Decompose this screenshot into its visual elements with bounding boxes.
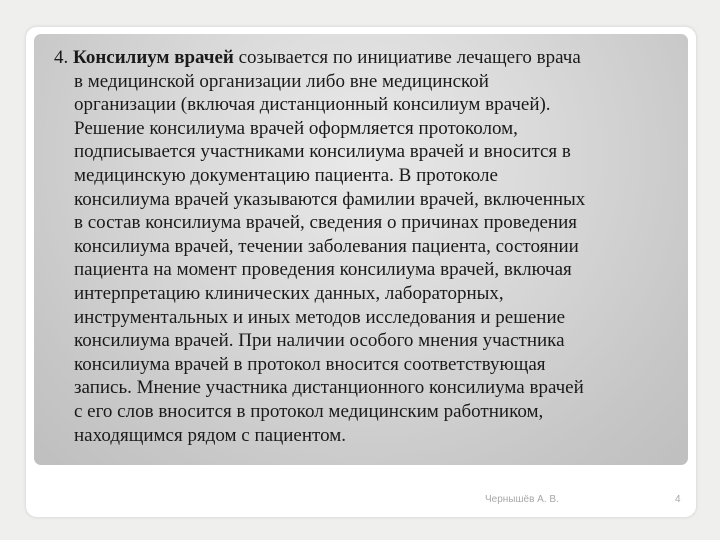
first-line-rest: созывается по инициативе лечащего врача [233,47,581,68]
text-line-11: интерпретацию клинических данных, лабораторных, [74,282,504,304]
text-line-13: консилиума врачей. При наличии особого мнения участника [74,330,565,352]
text-line-9: консилиума врачей, течении заболевания пациента, состоянии [74,235,579,257]
item-number: 4. [54,47,73,68]
text-line-17: находящимся рядом с пациентом. [74,424,346,446]
text-line-14: консилиума врачей в протокол вносится соответствующая [74,353,546,375]
text-line-12: инструментальных и иных методов исследования и решение [74,306,566,328]
text-line-4: Решение консилиума врачей оформляется протоколом, [74,117,518,139]
text-line-10: пациента на момент проведения консилиума врачей, включая [74,259,572,281]
footer-page-number: 4 [675,494,681,505]
text-line-7: консилиума врачей указываются фамилии врачей, включенных [74,188,586,210]
term-bold: Консилиум врачей [73,47,234,68]
text-line-1 [54,46,679,70]
slide-body-text [54,46,679,447]
footer-author: Чернышёв А. В. [485,494,559,505]
text-line-6: медицинскую документацию пациента. В протоколе [74,164,498,186]
text-line-2: в медицинской организации либо вне медицинской [74,70,489,92]
text-line-5: подписывается участниками консилиума врачей и вносится в [74,141,571,163]
text-line-16: с его слов вносится в протокол медицинским работником, [74,400,544,422]
text-line-8: в состав консилиума врачей, сведения о причинах проведения [74,212,578,234]
text-line-15: запись. Мнение участника дистанционного консилиума врачей [74,377,584,399]
text-line-3: организации (включая дистанционный консилиум врачей). [74,94,551,116]
